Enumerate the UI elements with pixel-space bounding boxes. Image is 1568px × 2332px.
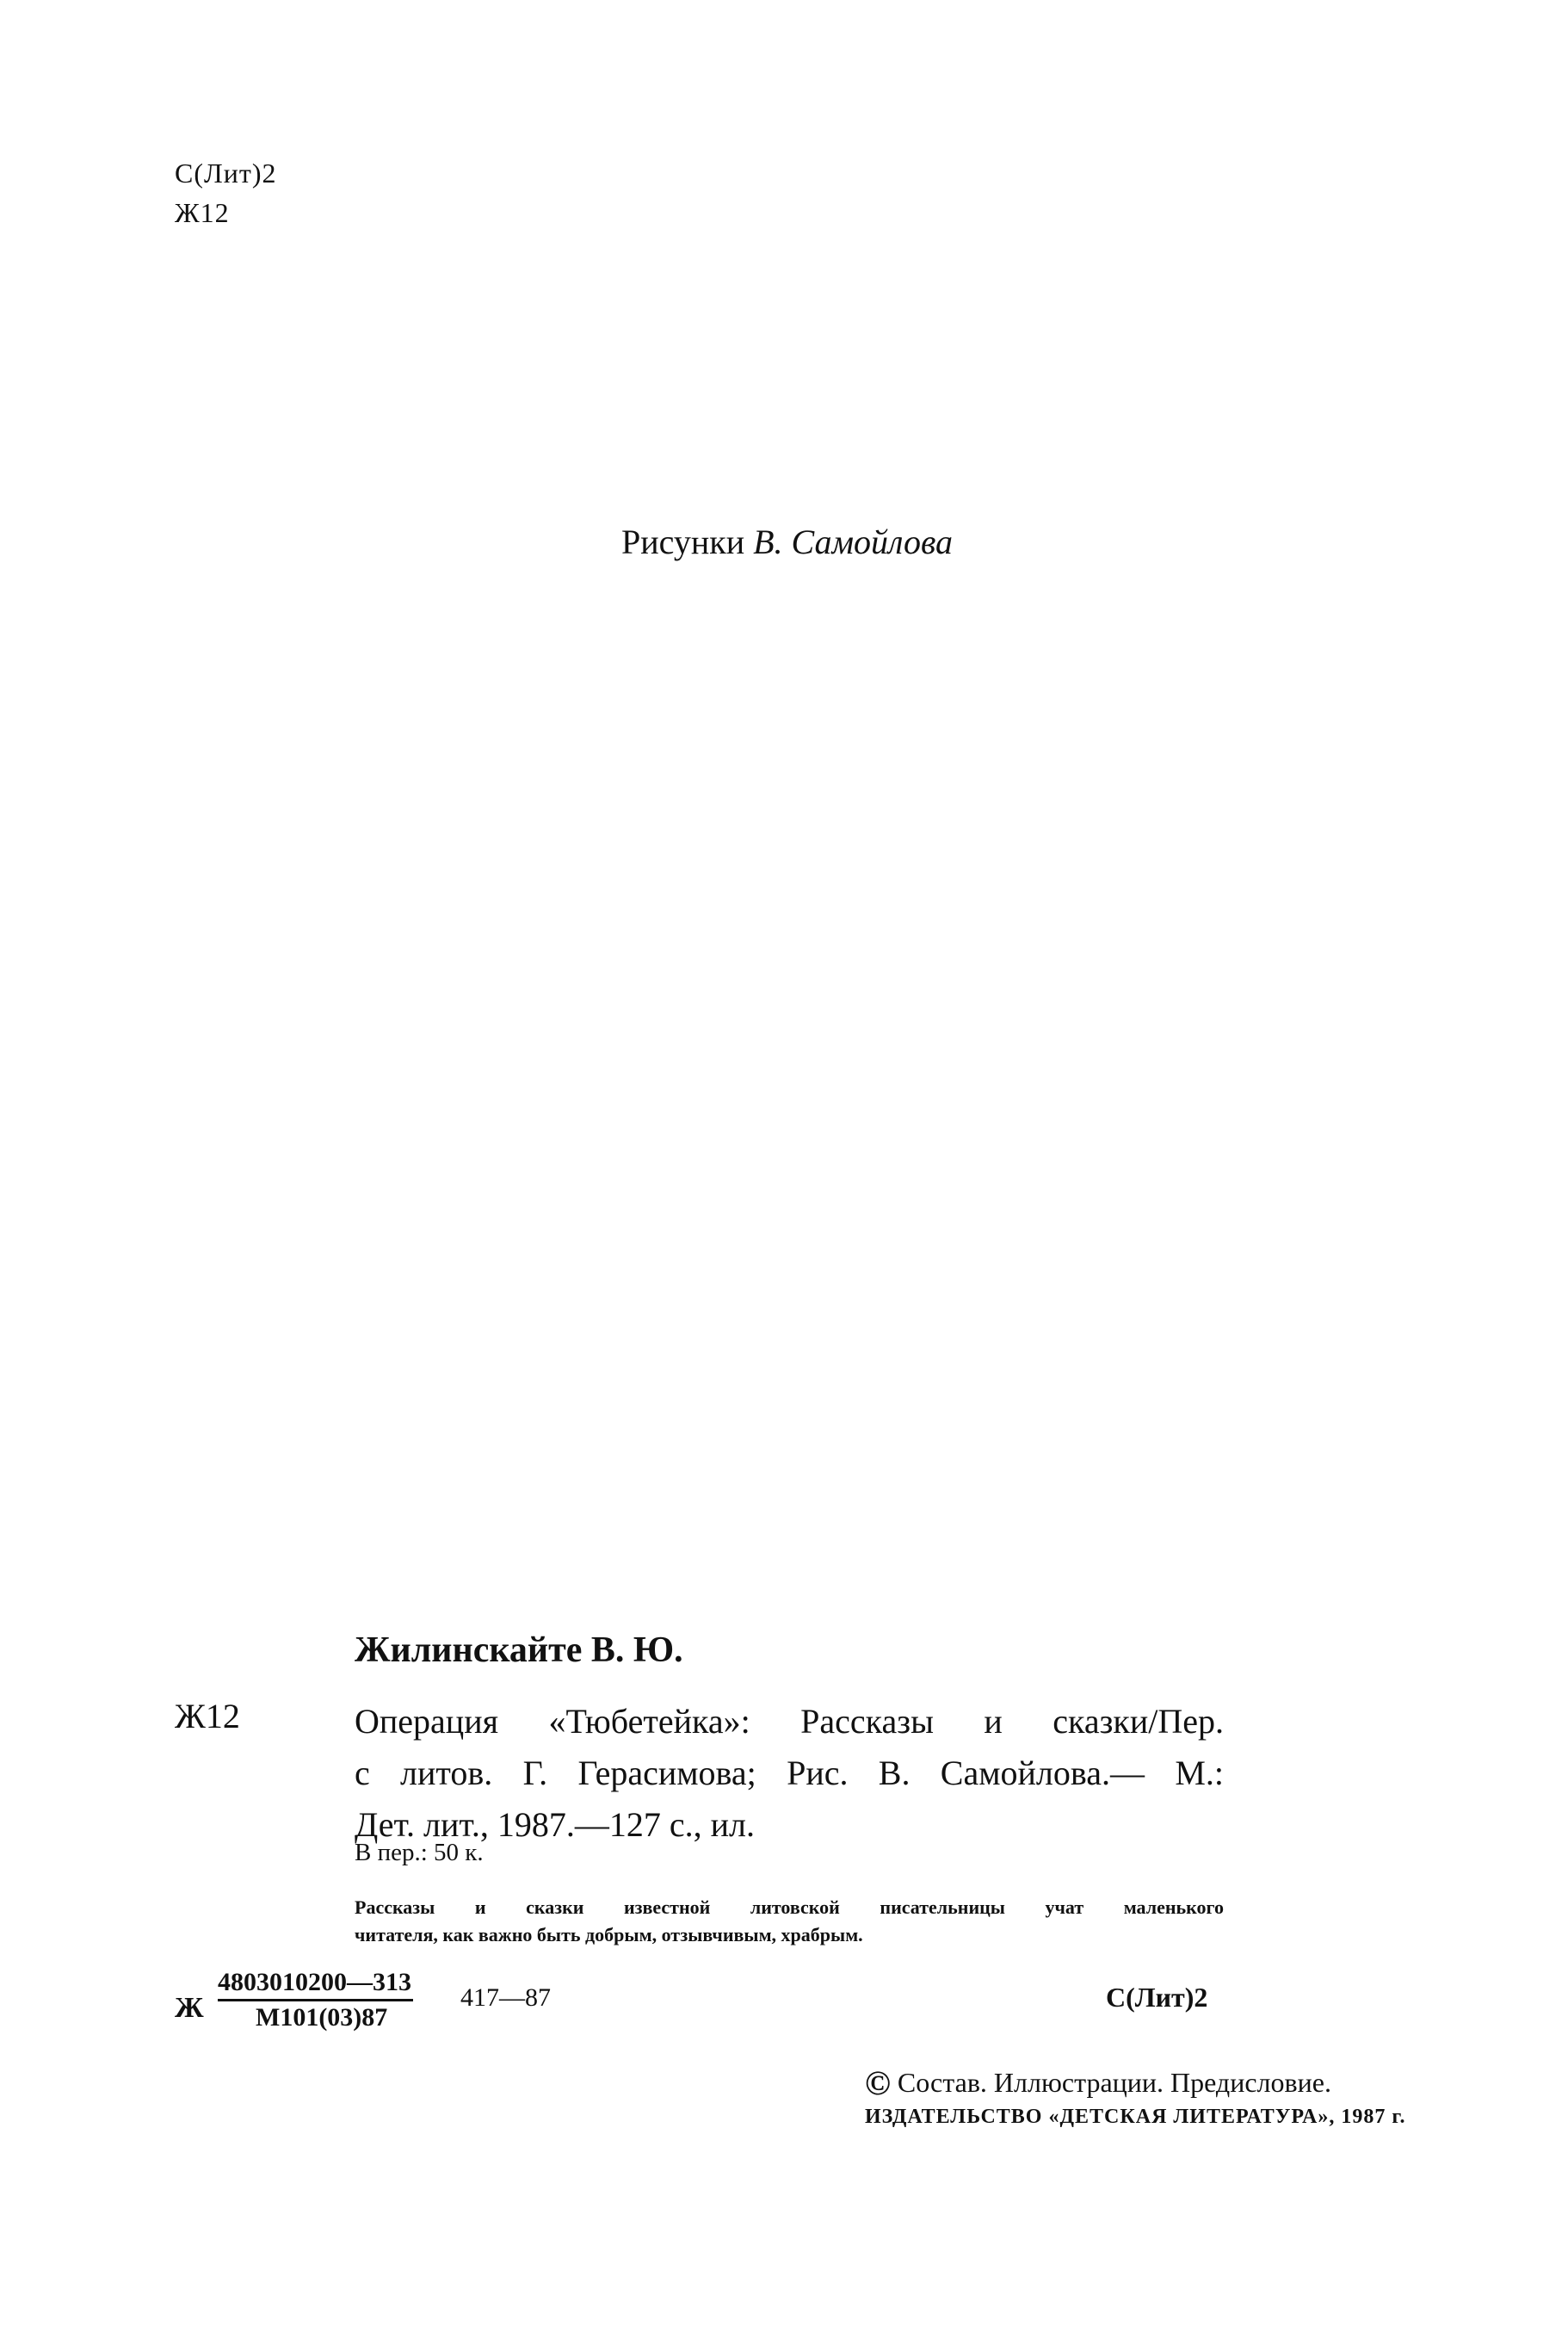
copyright-text: Состав. Иллюстрации. Предисловие. (897, 2067, 1331, 2098)
illustrator-name: В. Самойлова (753, 523, 954, 561)
udc-block-top (175, 153, 276, 232)
author-sign: Ж12 (175, 197, 230, 228)
catalog-description (355, 1696, 1224, 1851)
annotation-line: читателя, как важно быть добрым, отзывчивым, храбрым. (355, 1924, 863, 1945)
index-suffix: 417—87 (460, 1983, 551, 2012)
catalog-author: Жилинскайте В. Ю. (355, 1630, 683, 1670)
index-letter: Ж (175, 1992, 204, 2024)
price-line: В пер.: 50 к. (355, 1839, 484, 1866)
index-denominator: М101(03)87 (256, 2003, 388, 2032)
annotation-line: Рассказы и сказки известной литовской писательницы учат маленького (355, 1896, 1224, 1918)
description-line: с литов. Г. Герасимова; Рис. В. Самойлова.— М.: (355, 1754, 1224, 1792)
annotation (355, 1894, 1224, 1949)
publisher-line: ИЗДАТЕЛЬСТВО «ДЕТСКАЯ ЛИТЕРАТУРА», 1987 г. (865, 2106, 1406, 2128)
copyright-line (865, 2063, 1331, 2103)
udc-classification-right: С(Лит)2 (1106, 1982, 1208, 2013)
description-line: Дет. лит., 1987.—127 с., ил. (355, 1805, 755, 1844)
index-fraction (218, 1968, 413, 2032)
description-line: Операция «Тюбетейка»: Рассказы и сказки/Пер. (355, 1702, 1224, 1741)
illustrations-credit (621, 522, 953, 562)
illustrations-label: Рисунки (621, 523, 745, 561)
copyright-icon: © (865, 2063, 891, 2102)
udc-classification: С(Лит)2 (175, 158, 277, 189)
catalog-code: Ж12 (175, 1697, 240, 1735)
index-numerator: 4803010200—313 (218, 1968, 413, 2001)
